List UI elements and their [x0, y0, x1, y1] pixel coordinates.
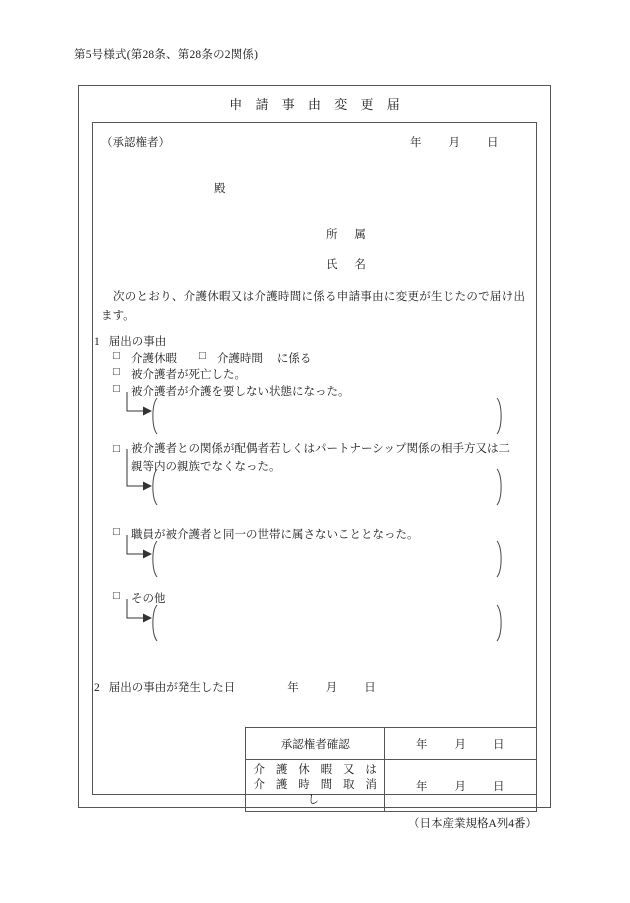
- header-date-line: [410, 134, 500, 150]
- approver-confirm-day: 日: [492, 738, 506, 751]
- reason-row-1: [113, 366, 246, 382]
- checkbox-reason-3[interactable]: □: [113, 443, 120, 455]
- body-paragraph: 次のとおり、介護休暇又は介護時間に係る申請事由に変更が生じたので届け出ます。: [101, 291, 525, 322]
- label-reason-5: その他: [130, 593, 166, 605]
- checkbox-reason-5[interactable]: □: [113, 590, 120, 602]
- section-2-number: 2: [94, 682, 100, 694]
- leave-type-row: [113, 350, 311, 366]
- checkbox-kaigo-kyuka[interactable]: □: [113, 350, 120, 362]
- label-reason-2: 被介護者が介護を要しない状態になった。: [130, 386, 350, 398]
- form-number: 第5号様式(第28条、第28条の2関係): [74, 49, 259, 61]
- section-2-date-month: 月: [325, 682, 339, 694]
- cell-cancellation-date[interactable]: [385, 760, 537, 812]
- approver-label: （承認権者）: [101, 137, 170, 149]
- header-date-year: 年: [410, 137, 423, 149]
- section-2-row: [94, 679, 377, 695]
- page-title: 申 請 事 由 変 更 届: [229, 97, 405, 112]
- header-date-day: 日: [487, 137, 500, 149]
- section-2-date-year: 年: [287, 682, 300, 694]
- dono-honorific: 殿: [214, 183, 226, 195]
- table-row: [246, 760, 537, 812]
- confirmation-table: [245, 727, 537, 812]
- paper-size-note: （日本産業規格A列4番）: [408, 818, 538, 830]
- cell-cancellation-label: [246, 760, 385, 812]
- label-kaigo-kyuka: 介護休暇: [130, 353, 177, 365]
- reason-5-input-field[interactable]: [149, 604, 505, 642]
- section-2-title: 届出の事由が発生した日: [108, 682, 236, 694]
- table-row: [246, 728, 537, 760]
- section-1-heading: [94, 333, 166, 349]
- label-kaigo-jikan: 介護時間: [216, 353, 263, 365]
- approver-confirm-year: 年: [415, 738, 429, 751]
- cancellation-label-line2: 介 護 時 間 取 消 し: [253, 779, 381, 806]
- cancellation-day: 日: [492, 780, 506, 793]
- checkbox-reason-4[interactable]: □: [113, 526, 120, 538]
- header-date-month: 月: [448, 137, 461, 149]
- cancellation-label-line1: 介 護 休 暇 又 は: [253, 764, 381, 776]
- label-reason-4: 職員が被介護者と同一の世帯に属さないこととなった。: [130, 529, 419, 541]
- checkbox-kaigo-jikan[interactable]: □: [198, 350, 206, 362]
- section-2-date[interactable]: [287, 682, 377, 694]
- name-label: 氏 名: [326, 259, 373, 271]
- section-1-number: 1: [94, 336, 100, 348]
- reason-4-input-field[interactable]: [149, 540, 505, 578]
- cell-approver-confirm-label: 承認権者確認: [246, 728, 385, 760]
- checkbox-reason-2[interactable]: □: [113, 383, 120, 395]
- label-kakaru: に係る: [276, 353, 312, 365]
- section-2-date-day: 日: [364, 682, 377, 694]
- approver-confirm-month: 月: [454, 738, 467, 751]
- cancellation-month: 月: [454, 780, 467, 793]
- checkbox-reason-1[interactable]: □: [113, 366, 120, 378]
- label-reason-3: 被介護者との関係が配偶者若しくはパートナーシップ関係の相手方又は二親等内の親族でなくなった。: [130, 443, 510, 473]
- reason-2-input-field[interactable]: [149, 397, 505, 435]
- affiliation-label: 所 属: [326, 229, 373, 241]
- cell-approver-confirm-date[interactable]: [385, 728, 537, 760]
- label-reason-1: 被介護者が死亡した。: [130, 369, 246, 381]
- section-1-title: 届出の事由: [108, 336, 167, 348]
- reason-3-input-field[interactable]: [149, 468, 505, 506]
- cancellation-year: 年: [415, 780, 429, 793]
